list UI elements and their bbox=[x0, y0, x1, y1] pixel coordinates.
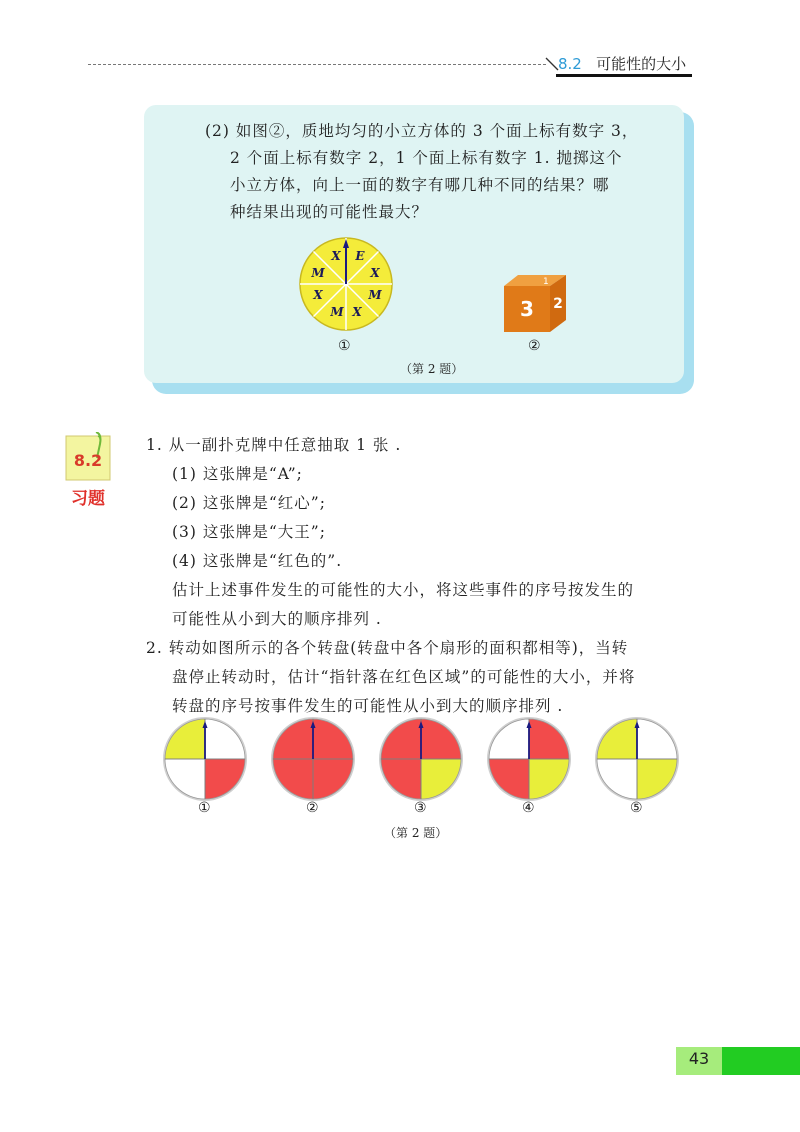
wheel-letter: X bbox=[331, 249, 341, 263]
exercise-2-line: 盘停止转动时，估计“指针落在红色区域”的可能性的大小，并将 bbox=[172, 668, 636, 686]
problem-line-4: 种结果出现的可能性最大？ bbox=[230, 203, 429, 221]
spinner-sector-yellow bbox=[529, 759, 569, 799]
exercise-1-item: (4) 这张牌是“红色的”. bbox=[172, 552, 343, 570]
cube-front-number: 3 bbox=[520, 297, 534, 321]
page-number-bar bbox=[722, 1047, 800, 1075]
spinner-sector-white bbox=[165, 759, 205, 799]
spinner-sector-yellow bbox=[421, 759, 461, 799]
page-number: 43 bbox=[688, 1049, 710, 1068]
svg-text:1: 1 bbox=[543, 277, 549, 287]
spinner-sector-white bbox=[637, 719, 677, 759]
exercise-list bbox=[146, 431, 706, 721]
spinner-sector-red bbox=[421, 719, 461, 759]
spinner-5 bbox=[594, 716, 680, 802]
figure-label-2: ② bbox=[528, 338, 541, 354]
badge-number: 8.2 bbox=[73, 451, 103, 470]
spinner-sector-red bbox=[313, 719, 353, 759]
exercise-badge bbox=[60, 432, 116, 512]
spinner-sector-red bbox=[381, 759, 421, 799]
exercise-1-item: (1) 这张牌是“A”; bbox=[172, 465, 303, 483]
spinner-sector-red bbox=[273, 759, 313, 799]
wheel-letter: X bbox=[313, 288, 323, 302]
number-cube-figure bbox=[500, 272, 570, 334]
problem-label: (2) bbox=[205, 122, 230, 140]
badge-label: 习题 bbox=[71, 489, 105, 509]
problem-line bbox=[205, 122, 638, 140]
spinner-sector-yellow bbox=[165, 719, 205, 759]
section-header bbox=[558, 53, 686, 74]
wheel-letter: M bbox=[368, 288, 382, 302]
exercise-1: 1. 从一副扑克牌中任意抽取 1 张 . bbox=[146, 436, 402, 454]
spinner-1 bbox=[162, 716, 248, 802]
exercise-2-line: 转盘的序号按事件发生的可能性从小到大的顺序排列 . bbox=[172, 697, 564, 715]
spinner-sector-red bbox=[489, 759, 529, 799]
wheel-letter: X bbox=[370, 266, 380, 280]
spinner-4 bbox=[486, 716, 572, 802]
problem-line-1: 如图②，质地均匀的小立方体的 3 个面上标有数字 3， bbox=[235, 122, 639, 140]
exercise-1-item: (3) 这张牌是“大王”; bbox=[172, 523, 326, 541]
spinner-sector-white bbox=[205, 719, 245, 759]
spinner-label: ① bbox=[198, 800, 211, 816]
problem-line-2: 2 个面上标有数字 2，1 个面上标有数字 1. 抛掷这个 bbox=[230, 149, 623, 167]
spinner-2 bbox=[270, 716, 356, 802]
figure-label-1: ① bbox=[338, 338, 351, 354]
spinner-label: ③ bbox=[414, 800, 427, 816]
spinner-label: ④ bbox=[522, 800, 535, 816]
box-figure-caption: （第 2 题） bbox=[400, 362, 464, 376]
spinner-label: ② bbox=[306, 800, 319, 816]
spinner-sector-red bbox=[273, 719, 313, 759]
exercise-1-item: (2) 这张牌是“红心”; bbox=[172, 494, 326, 512]
letter-wheel-figure bbox=[298, 236, 394, 332]
spinner-sector-red bbox=[381, 719, 421, 759]
spinner-sector-red bbox=[529, 719, 569, 759]
exercise-1-instruction: 估计上述事件发生的可能性的大小，将这些事件的序号按发生的 bbox=[172, 581, 635, 599]
problem-text bbox=[205, 118, 675, 226]
wheel-letter: X bbox=[352, 305, 362, 319]
header-dashed-rule bbox=[88, 64, 546, 65]
spinner-sector-yellow bbox=[597, 719, 637, 759]
spinner-3 bbox=[378, 716, 464, 802]
wheel-letter: E bbox=[355, 249, 365, 263]
section-number: 8.2 bbox=[558, 55, 582, 73]
spinner-sector-red bbox=[313, 759, 353, 799]
exercise-2-line: 2. 转动如图所示的各个转盘(转盘中各个扇形的面积都相等)，当转 bbox=[146, 639, 629, 657]
cube-side-number: 2 bbox=[553, 296, 563, 312]
section-title: 可能性的大小 bbox=[596, 55, 687, 73]
exercise-1-instruction: 可能性从小到大的顺序排列 . bbox=[172, 610, 382, 628]
spinner-sector-white bbox=[489, 719, 529, 759]
spinner-sector-yellow bbox=[637, 759, 677, 799]
wheel-letter: M bbox=[311, 266, 325, 280]
problem-line-3: 小立方体，向上一面的数字有哪几种不同的结果？哪 bbox=[230, 176, 610, 194]
exercise-figure-caption: （第 2 题） bbox=[384, 826, 448, 840]
spinner-sector-white bbox=[597, 759, 637, 799]
spinner-label: ⑤ bbox=[630, 800, 643, 816]
spinner-sector-red bbox=[205, 759, 245, 799]
wheel-letter: M bbox=[330, 305, 344, 319]
header-underline bbox=[556, 74, 692, 77]
